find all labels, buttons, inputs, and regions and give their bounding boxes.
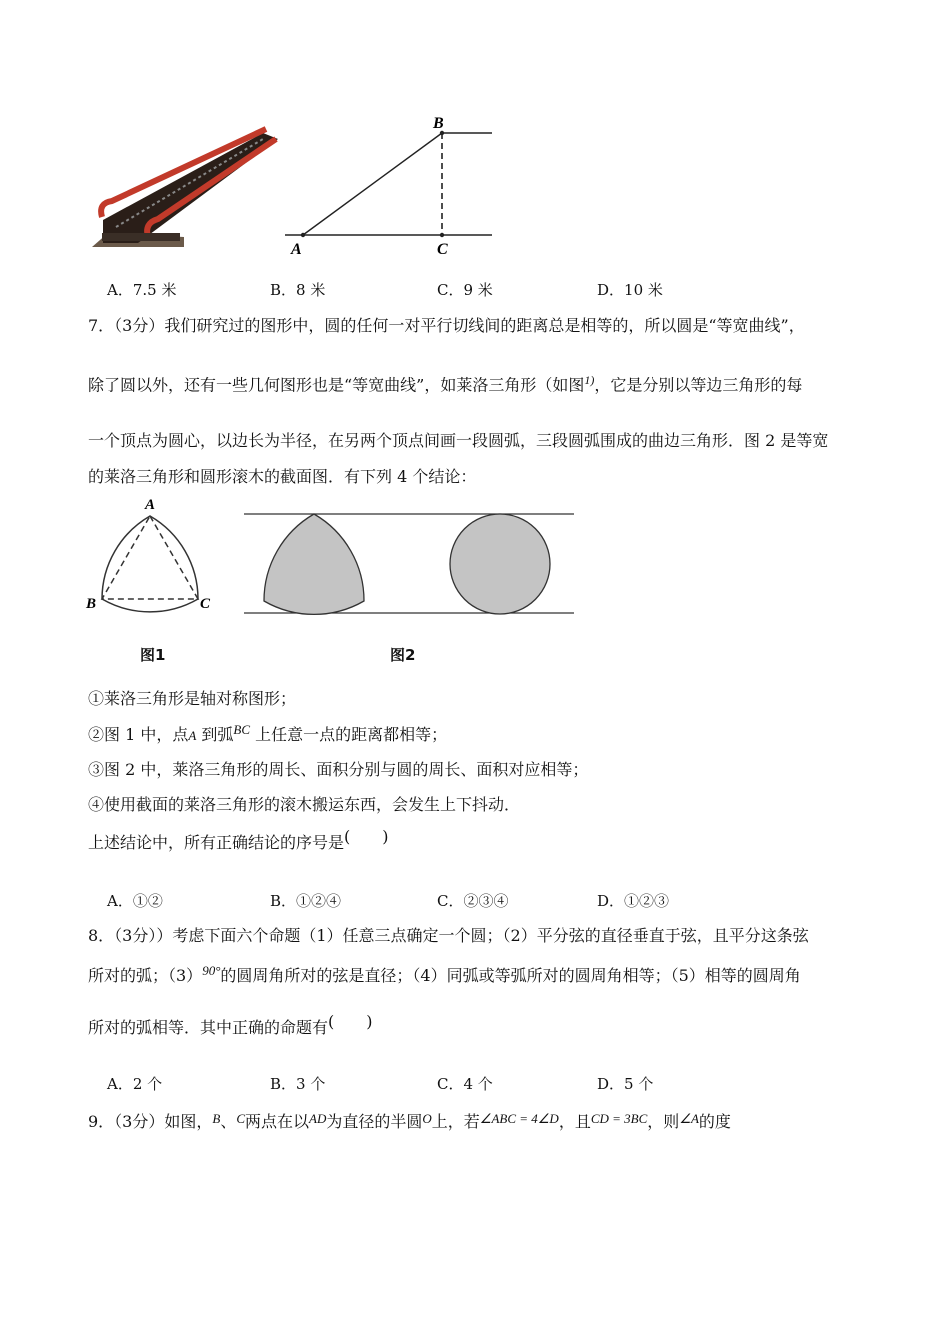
fig2-caption: 图2 bbox=[390, 646, 416, 664]
q9-arc-relation: CD = 3BC bbox=[590, 1111, 648, 1126]
fig1-point-a: A bbox=[145, 497, 156, 513]
q6-option-b[interactable]: B．8 米 bbox=[270, 281, 326, 299]
right-triangle-figure bbox=[285, 112, 500, 262]
q8-line-1: 8．（3分））考虑下面六个命题（1）任意三点确定一个圆；（2）平分弦的直径垂直于弦，且平分这条弦 bbox=[88, 926, 809, 945]
q9-text-c: 两点在以 bbox=[245, 1112, 310, 1131]
q7-c2-var-a: A bbox=[188, 728, 197, 743]
q7-answer-blank: ( ) bbox=[344, 827, 389, 846]
q8-option-a[interactable]: A．2 个 bbox=[107, 1075, 163, 1093]
q7-conclusion-4: ④使用截面的莱洛三角形的滚木搬运东西，会发生上下抖动． bbox=[88, 795, 521, 814]
q7-conclusion-1: ①莱洛三角形是轴对称图形； bbox=[88, 689, 297, 708]
q7-line-2 bbox=[88, 369, 802, 396]
q8-line-3-text: 所对的弧相等．其中正确的命题有 bbox=[88, 1018, 329, 1037]
q7-line-3: 一个顶点为圆心，以边长为半径，在另两个顶点间画一段圆弧，三段圆弧围成的曲边三角形．图 2 是等宽 bbox=[88, 431, 829, 450]
q7-option-a[interactable]: A．①② bbox=[107, 892, 163, 910]
q9-var-ad: AD bbox=[309, 1111, 327, 1126]
q9-text-h: 的度 bbox=[698, 1112, 731, 1131]
q7-line-4: 的莱洛三角形和圆形滚木的截面图．有下列 4 个结论： bbox=[88, 467, 477, 486]
q7-ask bbox=[88, 827, 389, 854]
q8-line-2-text-a: 所对的弧；（3） bbox=[88, 966, 203, 985]
q9-text-d: 为直径的半圆 bbox=[326, 1112, 423, 1131]
q7-c2-text-c: 上任意一点的距离都相等； bbox=[255, 725, 448, 744]
q8-option-b[interactable]: B．3 个 bbox=[270, 1075, 326, 1093]
q7-option-c[interactable]: C．②③④ bbox=[437, 892, 509, 910]
q9-line-1 bbox=[88, 1111, 731, 1134]
q9-text-e: 上，若 bbox=[431, 1112, 480, 1131]
q8-option-c[interactable]: C．4 个 bbox=[437, 1075, 493, 1093]
rolling-log-figure-2 bbox=[244, 508, 579, 620]
fig1-point-c: C bbox=[200, 596, 211, 612]
q7-option-b[interactable]: B．①②④ bbox=[270, 892, 342, 910]
reuleaux-figure-1 bbox=[84, 494, 224, 619]
q9-var-o: O bbox=[422, 1111, 432, 1126]
q8-angle-90: 90° bbox=[202, 963, 221, 978]
q9-angle-a: ∠A bbox=[679, 1111, 699, 1126]
fig1-caption: 图1 bbox=[140, 646, 166, 664]
q7-conclusion-3: ③图 2 中，莱洛三角形的周长、面积分别与圆的周长、面积对应相等； bbox=[88, 760, 589, 779]
q8-option-d[interactable]: D．5 个 bbox=[597, 1075, 654, 1093]
fig1-point-b: B bbox=[86, 596, 97, 612]
q6-option-d[interactable]: D．10 米 bbox=[597, 281, 663, 299]
q8-answer-blank: ( ) bbox=[328, 1012, 373, 1031]
q8-line-2-text-b: 的圆周角所对的弦是直径；（4）同弧或等弧所对的圆周角相等；（5）相等的圆周角 bbox=[220, 966, 801, 985]
q7-line-2-text-b: ，它是分别以等边三角形的每 bbox=[594, 375, 803, 395]
q6-option-a[interactable]: A．7.5 米 bbox=[107, 281, 177, 299]
q7-ask-text: 上述结论中，所有正确结论的序号是 bbox=[88, 833, 345, 852]
q9-var-c: C bbox=[236, 1111, 246, 1126]
q7-line-2-text-a: 除了圆以外，还有一些几何图形也是“等宽曲线”，如莱洛三角形（如图 bbox=[88, 375, 585, 395]
q9-text-b: 、 bbox=[220, 1112, 237, 1131]
q6-option-c[interactable]: C．9 米 bbox=[437, 281, 493, 299]
q7-option-d[interactable]: D．①②③ bbox=[597, 892, 670, 910]
q9-text-f: ，且 bbox=[558, 1112, 591, 1131]
q8-line-2 bbox=[88, 965, 801, 988]
point-c-label: C bbox=[437, 241, 448, 258]
q8-line-3 bbox=[88, 1012, 373, 1039]
q7-c2-text-a: ②图 1 中，点 bbox=[88, 725, 189, 744]
escalator-image bbox=[88, 125, 283, 257]
q7-line-1: 7．（3分）我们研究过的图形中，圆的任何一对平行切线间的距离总是相等的，所以圆是“等宽曲线”， bbox=[88, 316, 805, 335]
point-a-label: A bbox=[291, 241, 302, 258]
q9-angle-relation: ∠ABC = 4∠D bbox=[479, 1111, 559, 1126]
q9-text-g: ，则 bbox=[647, 1112, 680, 1131]
point-b-label: B bbox=[433, 115, 444, 132]
q9-text-a: 9．（3分）如图， bbox=[88, 1112, 213, 1131]
q9-var-b: B bbox=[212, 1111, 221, 1126]
q7-conclusion-2 bbox=[88, 724, 447, 747]
q7-c2-text-b: 到弧 bbox=[201, 725, 234, 744]
q7-figure-ref: 1) bbox=[584, 373, 595, 387]
q7-c2-var-bc: BC bbox=[233, 722, 251, 737]
